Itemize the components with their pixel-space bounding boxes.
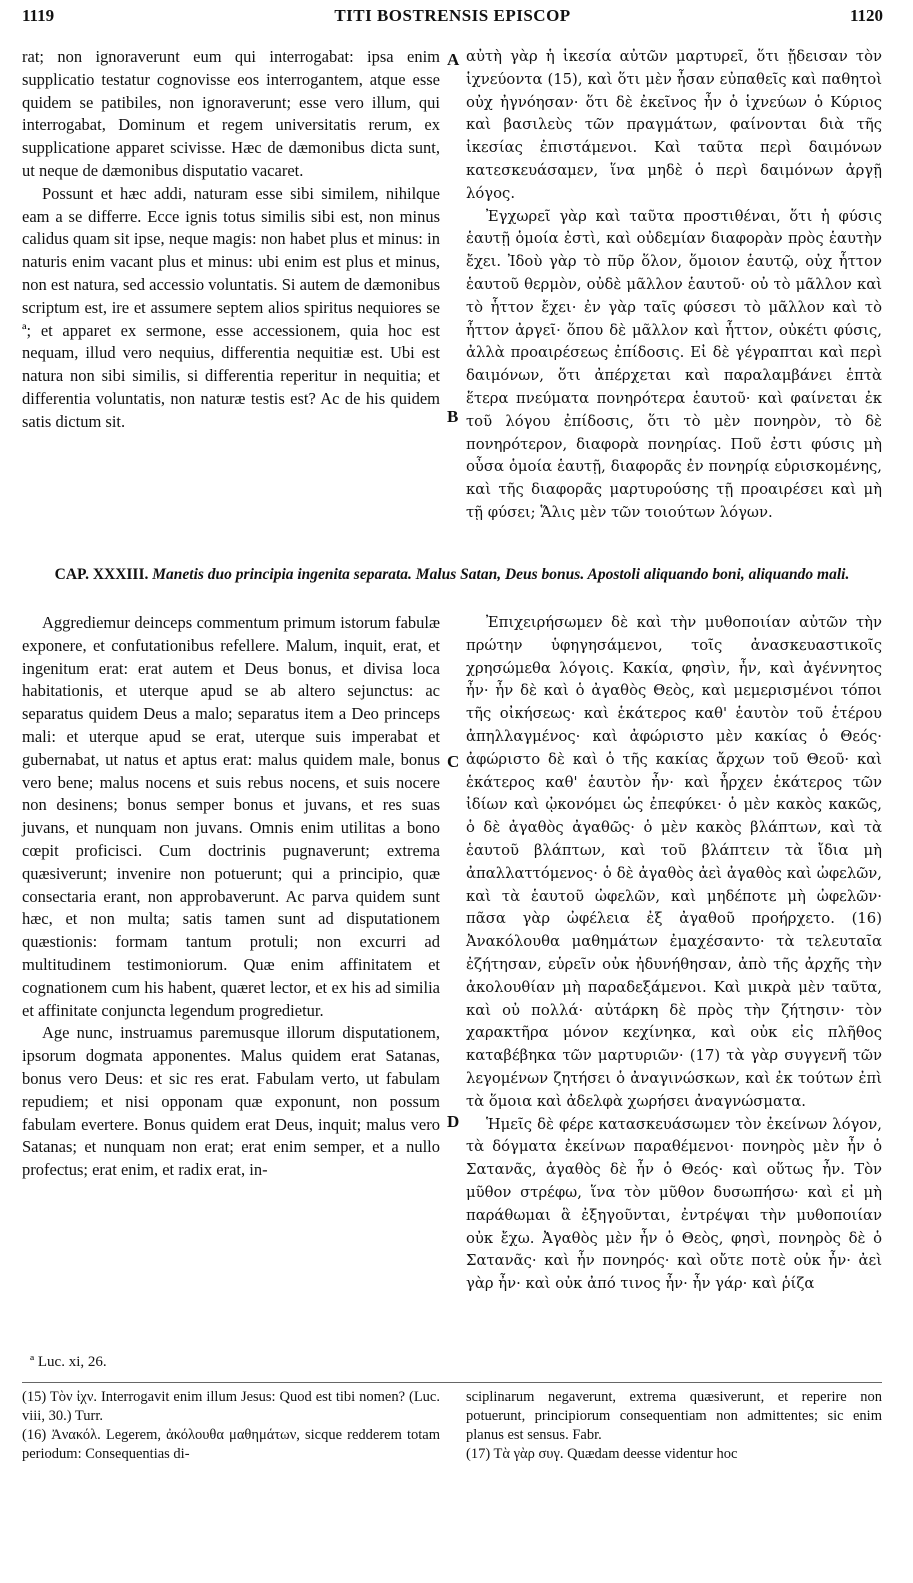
note: (16) Ἀνακόλ. Legerem, ἀκόλουθα μαθημάτων, sicque redderem totam periodum: Consequentias di- xyxy=(22,1427,440,1462)
chapter-heading xyxy=(22,564,882,585)
notes-left-column xyxy=(22,1388,440,1464)
latin-column-2 xyxy=(22,612,440,1182)
note: (17) Τὰ γὰρ συγ. Quædam deesse videntur hoc xyxy=(466,1446,738,1462)
footnote-divider xyxy=(22,1382,882,1383)
greek-paragraph: Ἐγχωρεῖ γὰρ καὶ ταῦτα προστιθέναι, ὅτι ἡ φύσις ἑαυτῇ ὁμοία ἐστὶ, καὶ οὐδεμίαν διαφορὰν πρὸς ἑαυτὴν ἔχει. Ἰδοὺ γὰρ τὸ πῦρ ὅλον, ὅμοιον ἑαυτῷ, οὐχ ἧττον ἑαυτοῦ θερμὸν, οὐδὲ μᾶλλον ἑαυτοῦ· οὐ τὸ μᾶλλον καὶ τὸ ἧττον ἔχει· ἐν γὰρ ταῖς φύσεσι τὸ μᾶλλον καὶ τὸ ἧττον ἀργεῖ· ὅπου δὲ μᾶλλον καὶ ἧττον, οὐκέτι φύσις, ἀλλὰ προαιρέσεως ἐπίδοσις. Εἰ δὲ γέγραπται καὶ περὶ δαιμόνων, ὅτι ἀπέρχεται καὶ παραλαμβάνει ἑπτὰ ἕτερα πνεύματα πονηρότερα ἑαυτοῦ· καὶ φαίνεται ἐκ τοῦ λόγου ἐπίδοσις, ὅτι τὸ μὲν πονηρὸν, τὸ δὲ πονηρότερον, διαφορὰ πονηρίας. Ποῦ ἐστι φύσις μὴ οὖσα ὁμοία ἑαυτῇ, διαφορᾶς ἐν πονηρίᾳ εὑρισκομένης, καὶ τῆς διαφορᾶς μαρτυρούσης τῇ προαιρέσει καὶ μὴ τῇ φύσει; Ἅλις μὲν τῶν τοιούτων λόγων. xyxy=(466,207,882,521)
margin-marker-b: B xyxy=(447,407,459,426)
page-number-right: 1120 xyxy=(849,6,883,25)
latin-paragraph: Possunt et hæc addi, naturam esse sibi similem, nihilque eam a se differre. Ecce ignis totus similis sibi est, non minus calidus quam sit ipse, neque magis: non habet plus et minus: in naturis enim vacant plus et minus: ubi enim est plus et minus, non est natura, sed accessio voluntatis. Si autem de dæmonibus scriptum est, ire et assumere septem alios spiritus nequiores se ª; et apparet ex sermone, esse accessionem, quia hoc est nequam, illud vero nequius, differentia nequitiæ est. Ubi est natura non sibi similis, si differentia reperitur in nequitia; et differentia voluntatis, non naturæ testis est? Ac de his quidem satis dictum sit. xyxy=(22,183,440,431)
margin-marker-c: C xyxy=(447,752,460,771)
note: (15) Τὸν ἰχν. Interrogavit enim illum Jesus: Quod est tibi nomen? (Luc. viii, 30.) Turr. xyxy=(22,1389,440,1424)
greek-paragraph: Ἡμεῖς δὲ φέρε κατασκευάσωμεν τὸν ἐκείνων λόγον, τὰ δόγματα ἐκείνων παραθέμενοι· πονηρὸς μὲν ἦν ὁ Σατανᾶς, ἀγαθὸς δὲ ἦν ὁ Θεός· καὶ οὕτως ἦν. Τὸν μῦθον στρέφω, ἵνα τὸν μῦθον δυσωπήσω· καὶ εἰ μὴ παράθωμαι ἃ ἐξηγοῦνται, ἐντρέψαι τὴν μυθοποιίαν οὐκ ἔχω. Ἀγαθὸς μὲν ἦν ὁ Θεὸς, φησὶ, πονηρὸς δὲ ὁ Σατανᾶς· καὶ ἦν πονηρός· καὶ οὔτε ποτὲ οὐκ ἦν· ἀεὶ γὰρ ἦν· καὶ οὐκ ἀπό τινος ἦν· ἦν γάρ· καὶ ῥίζα xyxy=(466,1115,882,1293)
note: sciplinarum negaverunt, extrema quæsiverunt, et reperire non potuerunt, principiorum consequentiam non admittentes; sic enim planus est sensus. Fabr. xyxy=(466,1389,882,1443)
page-number-left: 1119 xyxy=(22,6,55,25)
chapter-title: Manetis duo principia ingenita separata. Malus Satan, Deus bonus. Apostoli aliquando boni, aliquando mali. xyxy=(152,566,850,583)
greek-paragraph: αὐτὴ γὰρ ἡ ἱκεσία αὐτῶν μαρτυρεῖ, ὅτι ᾔδεισαν τὸν ἱχνεύοντα (15), καὶ ὅτι μὲν ἦσαν εὐπαθεῖς καὶ παθητοὶ οὐχ ἠγνόησαν· ὅτι δὲ ἐκεῖνος ἦν ὁ ἱχνεύων ὁ Κύριος καὶ βασιλεὺς τῶν πραγμάτων, φαίνονται διὰ τῆς ἱκεσίας ἐπιστάμενοι. Καὶ ταῦτα περὶ δαιμόνων κατεσκευάσαμεν, ἵνα μηδὲ ὁ περὶ δαιμόνων ἀργῇ λόγος. xyxy=(466,48,882,202)
latin-column-1 xyxy=(22,46,440,434)
margin-marker-a: A xyxy=(447,50,460,69)
greek-column-2 xyxy=(466,612,882,1296)
margin-marker-d: D xyxy=(447,1112,460,1131)
scripture-footnote: ª Luc. xi, 26. xyxy=(30,1354,107,1370)
running-header xyxy=(22,6,883,32)
latin-paragraph: Age nunc, instruamus paremusque illorum disputationem, ipsorum dogmata apponentes. Malus quidem erat Satanas, bonus vero Deus: et sic res erat. Fabulam verto, ut fabulam repudiem; et nisi opponam quæ exponunt, non possum fabulam evertere. Bonus quidem erat Deus, inquit; malus vero Satanas; et nunquam non erat; erat enim semper, et a nullo profectus; erat enim, et radix erat, in- xyxy=(22,1023,440,1180)
chapter-label: CAP. XXXIII. xyxy=(54,566,149,583)
latin-paragraph: rat; non ignoraverunt eum qui interrogabat: ipsa enim supplicatio testatur cognovisse eos interrogantem, atque esse quidem se patibiles, non ignoraverunt; esse vero illum, qui interrogabat, Dominum et regem universitatis rerum, ex supplicatione apparet scivisse. Hæc de dæmonibus dicta sunt, ut neque de dæmonibus disputatio vacaret. xyxy=(22,47,440,180)
latin-paragraph: Aggrediemur deinceps commentum primum istorum fabulæ exponere, et confutationibus refellere. Malum, inquit, erat, et ingenitum erat: erat autem et Deus bonus, et divisa loca habitationis, et uterque apud se ab altero sejunctus: ac separatus quidem Deus a malo; separatus item a Deo princeps mali: et uterque apud se erat, uterque suis imperabat et gubernabat, ut natus et aptus erat: malus quidem male, bonus vero bene; malus nocens et suis rebus nocens, et suis nocere non desinens; bonus semper bonus et juvans, et res suas juvans, et nunquam non juvans. Omnis enim utilitas a bono cœpit proficisci. Cum doctrinis pugnaverunt; extrema quæsiverunt; invenire non potuerunt; qui a principio, quæ consectaria erant, non approbaverunt. Ac parva quidem sunt hæc, et non multa; satis tamen sunt ad disputationem quæstionis: formam tantum protuli; non excurri ad multitudinem testimoniorum. Quæ enim affinitatem et cognationem cum his habent, quæret lector, et ex his ad similia et affinitate conjuncta legendum progredietur. xyxy=(22,613,440,1020)
greek-column-1 xyxy=(466,46,882,525)
notes-right-column xyxy=(466,1388,882,1464)
running-title: TITI BOSTRENSIS EPISCOP xyxy=(334,6,571,25)
greek-paragraph: Ἐπιχειρήσωμεν δὲ καὶ τὴν μυθοποιίαν αὐτῶν τὴν πρώτην ὑφηγησάμενοι, τοῖς ἀνασκευαστικοῖς χρησώμεθα λόγοις. Κακία, φησὶν, ἦν, καὶ ἀγέννητος ἦν· ἦν δὲ καὶ ὁ ἀγαθὸς Θεὸς, καὶ μεμερισμένοι τόποι τῆς οἰκήσεως· καὶ ἑκάτερος καθ' ἑαυτὸν τοῦ ἑτέρου ἀπηλλαγμένος· καὶ ἀφώριστο μὲν κακίας ὁ Θεός· ἀφώριστο δὲ καὶ ὁ τῆς κακίας ἄρχων τοῦ Θεοῦ· καὶ ἑκάτερος καθ' ἑαυτὸν ἦν· καὶ ἦρχεν ἑκάτερος τῶν ἰδίων καὶ ᾠκονόμει ὡς ἐπεφύκει· ὁ μὲν κακὸς κακῶς, ὁ δὲ ἀγαθὸς ἀγαθῶς· ὁ μὲν κακὸς βλάπτων, καὶ τὰ ἑαυτοῦ βλάπτων, καὶ τοῦ βλάπτειν τὰ ἴδια μὴ ἀπαλλαττόμενος· ὁ δὲ ἀγαθὸς ἀεὶ ἀγαθὸς καὶ ὠφελῶν, καὶ τὰ ἑαυτοῦ ὠφελῶν, καὶ μηδέποτε μὴ ὠφελῶν· πᾶσα γὰρ ὠφέλεια ἐξ ἀγαθοῦ προήρχετο. (16) Ἀνακόλουθα μαθημάτων ἐμαχέσαντο· τὰ τελευταῖα ἐζήτησαν, εὑρεῖν οὐκ ἠδυνήθησαν, ἀπὸ τῆς ἀρχῆς τὴν ἀκολουθίαν μὴ παραδεξάμενοι. Καὶ μικρὰ μὲν ταῦτα, καὶ οὐ πολλά· αὐτάρκη δὲ πρὸς τὴν ζήτησιν· τὸν χαρακτῆρα μόνον κεχίνηκα, καὶ οὐκ εἰς πλῆθος καταβέβηκα τῶν μαρτυριῶν· (17) τὰ γὰρ συγγενῆ τῶν λεγομένων ζητήσει ὁ ἀναγινώσκων, καὶ ἐκ τούτων ἐπὶ τὰ ὅμοια καὶ ἀδελφὰ χωρήσει ἀναγνώσματα. xyxy=(466,614,882,1110)
